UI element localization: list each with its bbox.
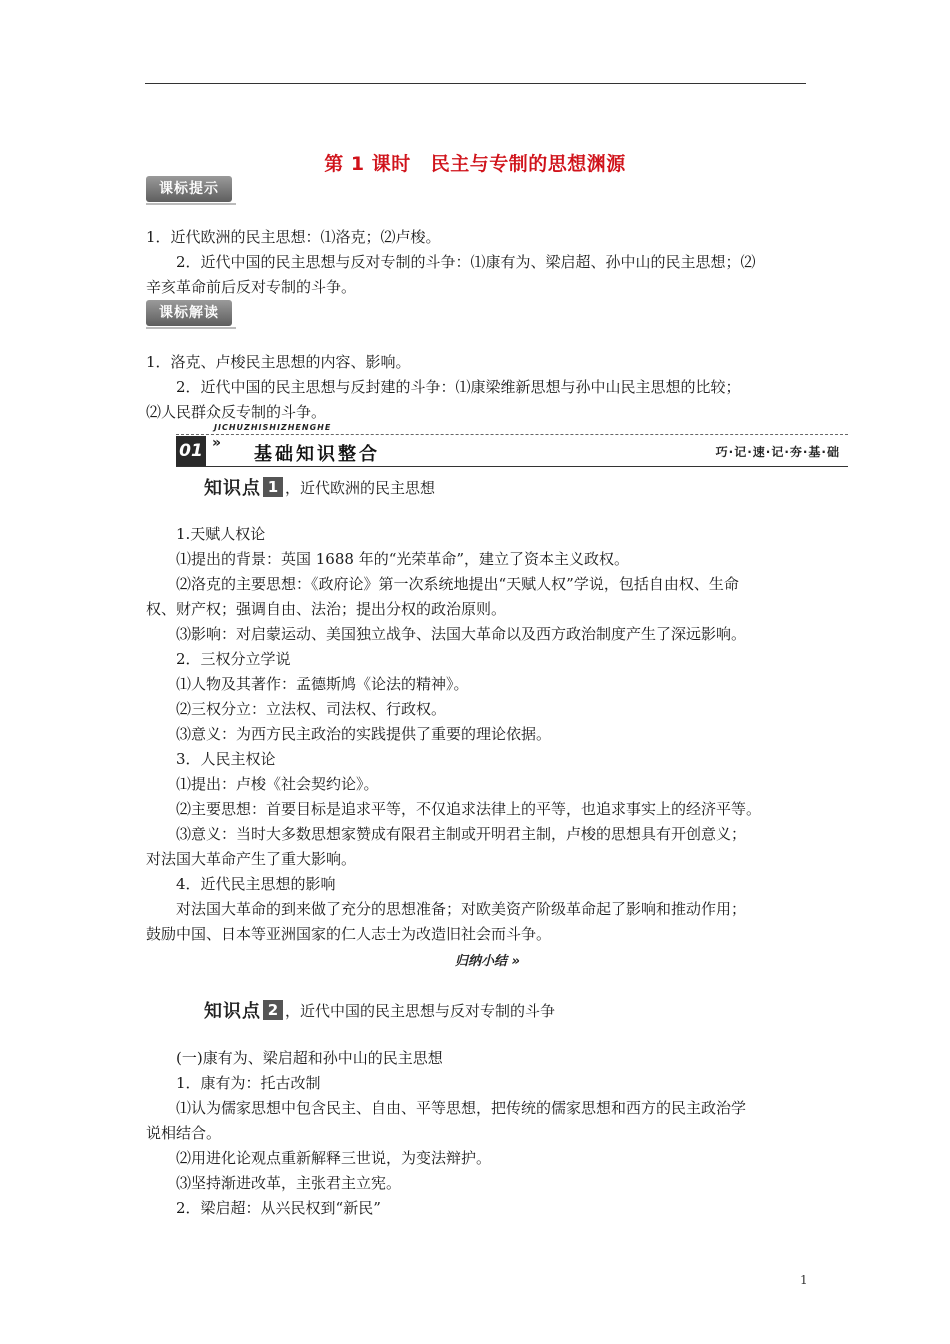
banner-dashed-rule	[176, 434, 848, 435]
banner-motto: 巧·记·速·记·夯·基·础	[715, 445, 840, 459]
content-line: 2．梁启超：从兴民权到“新民”	[176, 1199, 381, 1217]
header-rule	[145, 83, 806, 84]
knowledge-point-label: 知识点	[204, 478, 261, 499]
content-line: ⑴认为儒家思想中包含民主、自由、平等思想，把传统的儒家思想和西方的民主政治学	[176, 1099, 747, 1117]
knowledge-point-label: 知识点	[204, 1001, 261, 1022]
banner-bottom-rule	[176, 466, 848, 467]
content-line: 1.天赋人权论	[176, 525, 266, 543]
tips-line: 辛亥革命前后反对专制的斗争。	[146, 278, 357, 296]
content-line: ⑶影响：对启蒙运动、美国独立战争、法国大革命以及西方政治制度产生了深远影响。	[176, 625, 747, 643]
banner-number: 01	[176, 436, 206, 466]
content-line: 3．人民主权论	[176, 750, 276, 768]
lesson-number: 第 1 课时	[324, 153, 411, 175]
knowledge-point-1-heading	[204, 474, 435, 500]
content-line: 2．三权分立学说	[176, 650, 291, 668]
page-title	[0, 149, 950, 176]
tag-curriculum-tips: 课标提示	[146, 176, 232, 202]
knowledge-point-title: ，近代欧洲的民主思想	[285, 478, 436, 497]
reading-line: 2．近代中国的民主思想与反封建的斗争：⑴康梁维新思想与孙中山民主思想的比较；	[176, 378, 741, 396]
banner-pinyin: JICHUZHISHIZHENGHE	[214, 423, 332, 432]
knowledge-point-number: 1	[263, 477, 283, 497]
knowledge-point-number: 2	[263, 1000, 283, 1020]
content-line: 权、财产权；强调自由、法治；提出分权的政治原则。	[146, 600, 507, 618]
content-line: ⑵三权分立：立法权、司法权、行政权。	[176, 700, 447, 718]
tips-line: 2．近代中国的民主思想与反对专制的斗争：⑴康有为、梁启超、孙中山的民主思想；⑵	[176, 253, 756, 271]
content-line: ⑴人物及其著作：孟德斯鸠《论法的精神》。	[176, 675, 469, 693]
section-banner	[176, 423, 848, 467]
content-line: ⑵洛克的主要思想：《政府论》第一次系统地提出“天赋人权”学说，包括自由权、生命	[176, 575, 739, 593]
content-line: ⑶坚持渐进改革，主张君主立宪。	[176, 1174, 402, 1192]
knowledge-point-title: ，近代中国的民主思想与反对专制的斗争	[285, 1001, 556, 1020]
reading-line: ⑵人民群众反专制的斗争。	[146, 403, 327, 421]
content-line: 1．康有为：托古改制	[176, 1074, 321, 1092]
reading-line: 1．洛克、卢梭民主思想的内容、影响。	[146, 353, 411, 371]
content-line: 对法国大革命产生了重大影响。	[146, 850, 357, 868]
content-line: ⑶意义：为西方民主政治的实践提供了重要的理论依据。	[176, 725, 552, 743]
content-line: ⑴提出：卢梭《社会契约论》。	[176, 775, 379, 793]
lesson-title: 民主与专制的思想渊源	[430, 153, 626, 175]
content-line: 对法国大革命的到来做了充分的思想准备；对欧美资产阶级革命起了影响和推动作用；	[176, 900, 747, 918]
summary-label: 归纳小结 »	[455, 950, 520, 969]
tips-line: 1．近代欧洲的民主思想：⑴洛克；⑵卢梭。	[146, 228, 441, 246]
double-chevron-icon: »	[212, 435, 222, 451]
knowledge-point-2-heading	[204, 997, 555, 1023]
page-number: 1	[800, 1273, 808, 1287]
tag-curriculum-reading: 课标解读	[146, 300, 232, 326]
content-line: 鼓励中国、日本等亚洲国家的仁人志士为改造旧社会而斗争。	[146, 925, 552, 943]
content-line: 4．近代民主思想的影响	[176, 875, 336, 893]
content-line: ⑶意义：当时大多数思想家赞成有限君主制或开明君主制，卢梭的思想具有开创意义；	[176, 825, 747, 843]
content-line: (一)康有为、梁启超和孙中山的民主思想	[176, 1049, 443, 1067]
content-line: ⑴提出的背景：英国 1688 年的“光荣革命”，建立了资本主义政权。	[176, 550, 630, 568]
banner-title: 基础知识整合	[254, 444, 380, 465]
content-line: ⑵主要思想：首要目标是追求平等，不仅追求法律上的平等，也追求事实上的经济平等。	[176, 800, 762, 818]
content-line: 说相结合。	[146, 1124, 222, 1142]
content-line: ⑵用进化论观点重新解释三世说，为变法辩护。	[176, 1149, 492, 1167]
